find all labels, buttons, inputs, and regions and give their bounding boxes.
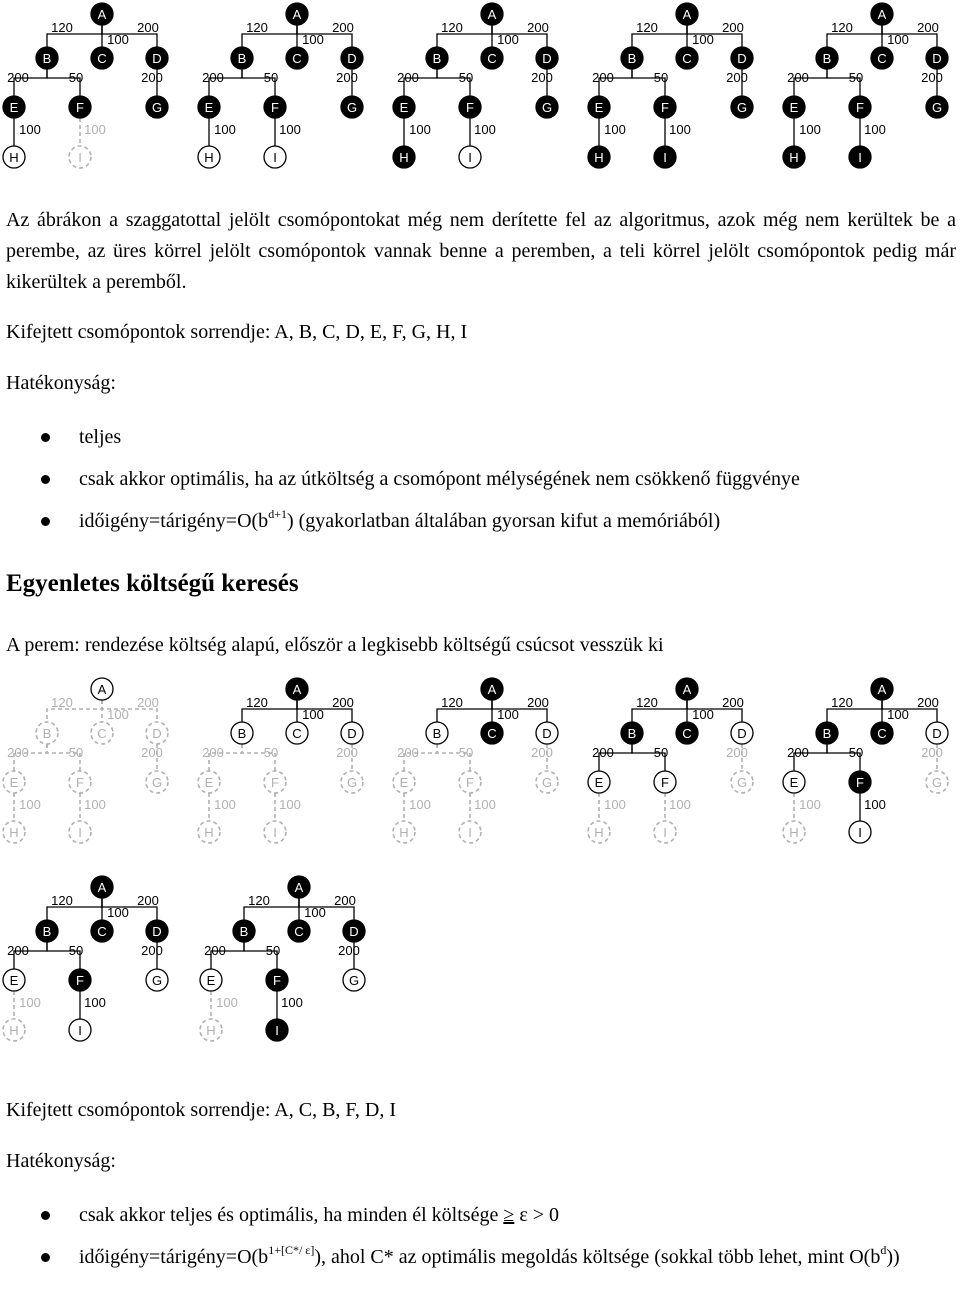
ucs-heading: Egyenletes költségű keresés [6,570,299,597]
edge-cost-label: 120 [831,20,853,35]
edge-cost-label: 120 [248,893,270,908]
node-label: H [399,150,409,165]
edge-cost-label: 100 [279,122,301,137]
node-label: C [97,924,107,939]
edge-cost-label: 200 [726,70,748,85]
node-label: D [932,726,942,741]
edge-cost-label: 200 [7,70,29,85]
edge-cost-label: 200 [7,745,29,760]
node-label: A [877,7,887,22]
node-label: A [292,7,302,22]
edge-cost-label: 200 [7,943,29,958]
node-label: F [273,973,281,988]
ucs-expansion-order: Kifejtett csomópontok sorrendje: A, C, B, F, D, I [6,1099,397,1121]
ucs-tree-6 [0,873,180,1053]
edge-cost-label: 200 [338,943,360,958]
node-label: C [292,726,302,741]
node-label: A [487,682,497,697]
node-label: H [789,825,799,840]
node-label: I [273,825,277,840]
edge-cost-label: 200 [202,70,224,85]
node-label: I [858,150,862,165]
edge-cost-label: 100 [107,32,129,47]
edge-cost-label: 120 [636,20,658,35]
bfs-complexity: $időigény=tárigény=O(b^{d+1})$ (gyakorlatban általában gyorsan kifut a memóriából) [79,507,721,532]
node-label: A [292,682,302,697]
edge-cost-label: 50 [458,745,474,760]
bfs-tree-4 [585,0,765,180]
edge-cost-label: 100 [799,797,821,812]
bullet-icon [41,517,50,526]
edge-cost-label: 120 [246,20,268,35]
node-label: E [9,775,19,790]
edge-cost-label: 50 [653,70,669,85]
node-label: E [399,100,409,115]
node-label: B [239,924,249,939]
edge-cost-label: 200 [204,943,226,958]
edge-cost-label: 100 [604,122,626,137]
edge-cost-label: 100 [669,122,691,137]
node-label: C [292,51,302,66]
edge-cost-label: 200 [527,695,549,710]
node-label: B [237,726,247,741]
edge-cost-label: 50 [653,745,669,760]
node-label: D [542,726,552,741]
ucs-tree-3 [390,675,570,855]
node-label: A [97,7,107,22]
edge-cost-label: 50 [68,70,84,85]
node-label: E [204,100,214,115]
intro-paragraph: Az ábrákon a szaggatottal jelölt csomópontokat még nem derítette fel az algoritmus, azok még nem kerültek be a perembe, az üres körrel jelölt csomópontok vannak benne a peremben, a teli körrel jelölt csomópontok pedig már kikerültek a peremből. [6,209,956,293]
node-label: C [877,51,887,66]
node-label: F [661,775,669,790]
edge-cost-label: 100 [281,995,303,1010]
node-label: G [541,775,553,790]
edge-cost-label: 100 [887,707,909,722]
node-label: F [76,775,84,790]
edge-cost-label: 200 [921,745,943,760]
node-label: A [97,880,107,895]
list-item [0,506,960,536]
node-label: D [349,924,359,939]
edge-cost-label: 200 [722,695,744,710]
node-label: D [347,726,357,741]
ucs-fringe-description: A perem: rendezése költség alapú, először a legkisebb költségű csúcsot vesszük ki [6,634,664,656]
node-label: A [294,880,304,895]
node-label: I [663,825,667,840]
edge-cost-label: 120 [51,695,73,710]
node-label: H [9,1023,19,1038]
node-label: I [78,825,82,840]
edge-cost-label: 100 [19,122,41,137]
edge-cost-label: 100 [692,707,714,722]
bfs-tree-3 [390,0,570,180]
edge-cost-label: 100 [409,122,431,137]
node-label: F [856,775,864,790]
node-label: G [931,775,943,790]
edge-cost-label: 100 [669,797,691,812]
node-label: C [487,726,497,741]
edge-cost-label: 100 [279,797,301,812]
node-label: I [275,1023,279,1038]
node-label: G [151,973,163,988]
edge-cost-label: 100 [84,122,106,137]
edge-cost-label: 200 [787,70,809,85]
node-label: H [399,825,409,840]
edge-cost-label: 120 [831,695,853,710]
node-label: H [204,150,214,165]
edge-cost-label: 100 [497,32,519,47]
node-label: B [627,726,637,741]
bfs-completeness: teljes [79,426,122,448]
list-item [0,1242,960,1272]
node-label: H [9,825,19,840]
edge-cost-label: 100 [19,995,41,1010]
node-label: D [737,726,747,741]
edge-cost-label: 50 [458,70,474,85]
edge-cost-label: 100 [474,797,496,812]
edge-cost-label: 120 [246,695,268,710]
bfs-tree-2 [195,0,375,180]
node-label: E [9,973,19,988]
node-label: E [9,100,19,115]
edge-cost-label: 200 [137,20,159,35]
edge-cost-label: 100 [216,995,238,1010]
node-label: G [931,100,943,115]
node-label: E [594,775,604,790]
node-label: F [271,775,279,790]
ucs-tree-1 [0,675,180,855]
node-label: G [346,775,358,790]
edge-cost-label: 100 [604,797,626,812]
edge-cost-label: 200 [531,745,553,760]
node-label: I [858,825,862,840]
edge-cost-label: 200 [141,70,163,85]
bfs-tree-1 [0,0,180,180]
node-label: D [152,726,162,741]
node-label: E [399,775,409,790]
edge-cost-label: 120 [51,893,73,908]
node-label: G [346,100,358,115]
node-label: D [932,51,942,66]
edge-cost-label: 50 [68,943,84,958]
edge-cost-label: 100 [887,32,909,47]
edge-cost-label: 200 [527,20,549,35]
edge-cost-label: 200 [917,695,939,710]
bullet-icon [41,433,50,442]
edge-cost-label: 100 [84,797,106,812]
edge-cost-label: 100 [302,707,324,722]
ucs-tree-4 [585,675,765,855]
edge-cost-label: 100 [214,797,236,812]
edge-cost-label: 100 [474,122,496,137]
edge-cost-label: 200 [531,70,553,85]
node-label: E [206,973,216,988]
bfs-expansion-order: Kifejtett csomópontok sorrendje: A, B, C, D, E, F, G, H, I [6,321,468,343]
ucs-completeness: csak akkor teljes és optimális, ha minden él költsége ≥ ε > 0 [79,1204,560,1226]
edge-cost-label: 200 [336,70,358,85]
edge-cost-label: 200 [917,20,939,35]
list-item [0,464,960,494]
ucs-tree-7 [197,873,377,1053]
node-label: G [151,775,163,790]
node-label: A [682,682,692,697]
node-label: I [78,1023,82,1038]
node-label: I [78,150,82,165]
bfs-optimality: csak akkor optimális, ha az útköltség a csomópont mélységének nem csökkenő függvénye [79,468,800,490]
edge-cost-label: 100 [107,905,129,920]
node-label: A [877,682,887,697]
edge-cost-label: 200 [397,745,419,760]
edge-cost-label: 200 [592,70,614,85]
edge-cost-label: 200 [137,695,159,710]
edge-cost-label: 200 [726,745,748,760]
node-label: B [432,51,442,66]
edge-cost-label: 200 [137,893,159,908]
node-label: G [541,100,553,115]
node-label: C [682,51,692,66]
bullet-icon [41,475,50,484]
edge-cost-label: 200 [141,745,163,760]
edge-cost-label: 50 [848,70,864,85]
bullet-icon [41,1211,50,1220]
node-label: A [97,682,107,697]
node-label: A [487,7,497,22]
node-label: E [594,100,604,115]
edge-cost-label: 200 [334,893,356,908]
edge-cost-label: 100 [84,995,106,1010]
edge-cost-label: 50 [263,745,279,760]
node-label: F [856,100,864,115]
ucs-properties-list [0,1200,960,1272]
node-label: E [789,100,799,115]
edge-cost-label: 50 [263,70,279,85]
edge-cost-label: 200 [332,20,354,35]
node-label: C [487,51,497,66]
list-item [0,1200,960,1230]
edge-cost-label: 100 [214,122,236,137]
edge-cost-label: 100 [304,905,326,920]
ucs-tree-5 [780,675,960,855]
node-label: F [76,100,84,115]
node-label: H [204,825,214,840]
bfs-properties-list [0,422,960,536]
node-label: D [737,51,747,66]
node-label: G [736,775,748,790]
node-label: E [204,775,214,790]
edge-cost-label: 120 [441,695,463,710]
edge-cost-label: 50 [265,943,281,958]
node-label: C [97,726,107,741]
node-label: B [237,51,247,66]
node-label: B [432,726,442,741]
node-label: H [594,150,604,165]
edge-cost-label: 50 [68,745,84,760]
edge-cost-label: 200 [592,745,614,760]
bullet-icon [41,1253,50,1262]
node-label: D [152,51,162,66]
list-item [0,422,960,452]
edge-cost-label: 200 [722,20,744,35]
edge-cost-label: 200 [202,745,224,760]
node-label: I [663,150,667,165]
edge-cost-label: 100 [19,797,41,812]
node-label: B [627,51,637,66]
node-label: D [347,51,357,66]
ucs-complexity: $időigény=tárigény=O(b^{1+[C*/ \varepsilon]})$, ahol C* az optimális megoldás költsége (sokkal több lehet, mint $O(b^d)$) [79,1243,900,1268]
node-label: A [682,7,692,22]
ucs-tree-2 [195,675,375,855]
edge-cost-label: 100 [799,122,821,137]
node-label: F [661,100,669,115]
edge-cost-label: 100 [497,707,519,722]
edge-cost-label: 100 [409,797,431,812]
node-label: G [348,973,360,988]
edge-cost-label: 120 [51,20,73,35]
node-label: F [466,100,474,115]
edge-cost-label: 120 [441,20,463,35]
node-label: C [294,924,304,939]
edge-cost-label: 200 [397,70,419,85]
bfs-efficiency-label: Hatékonyság: [6,372,116,394]
node-label: G [736,100,748,115]
node-label: B [42,726,52,741]
node-label: C [682,726,692,741]
node-label: G [151,100,163,115]
node-label: F [76,973,84,988]
edge-cost-label: 200 [336,745,358,760]
edge-cost-label: 100 [692,32,714,47]
edge-cost-label: 200 [141,943,163,958]
node-label: I [468,150,472,165]
edge-cost-label: 200 [921,70,943,85]
node-label: F [466,775,474,790]
edge-cost-label: 100 [107,707,129,722]
node-label: B [42,51,52,66]
node-label: H [9,150,19,165]
node-label: I [468,825,472,840]
edge-cost-label: 100 [864,797,886,812]
node-label: F [271,100,279,115]
edge-cost-label: 120 [636,695,658,710]
node-label: B [822,726,832,741]
node-label: E [789,775,799,790]
node-label: D [152,924,162,939]
edge-cost-label: 50 [848,745,864,760]
bfs-tree-5 [780,0,960,180]
node-label: B [42,924,52,939]
node-label: I [273,150,277,165]
edge-cost-label: 100 [864,122,886,137]
node-label: H [789,150,799,165]
node-label: D [542,51,552,66]
node-label: C [97,51,107,66]
node-label: H [594,825,604,840]
node-label: B [822,51,832,66]
edge-cost-label: 100 [302,32,324,47]
ucs-efficiency-label: Hatékonyság: [6,1150,116,1172]
edge-cost-label: 200 [332,695,354,710]
node-label: H [206,1023,216,1038]
node-label: C [877,726,887,741]
edge-cost-label: 200 [787,745,809,760]
